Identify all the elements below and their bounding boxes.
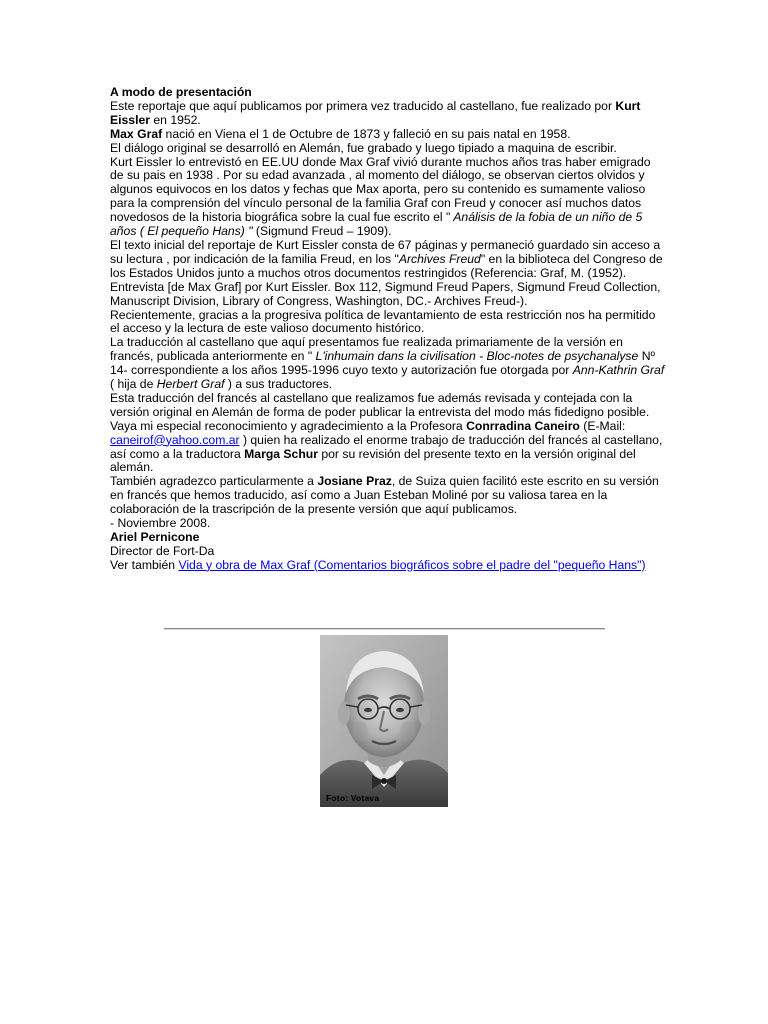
see-also-link[interactable]: Vida y obra de Max Graf (Comentarios biográficos sobre el padre del "pequeño Hans") (178, 557, 646, 572)
author-name: Ariel Pernicone (110, 530, 200, 544)
ann-kathrin-name: Ann-Kathrin Graf (572, 363, 665, 378)
revision-paragraph: Esta traducción del francés al castellano que realizamos fue además revisada y contejada con la versión original en Alemán de forma de poder publicar la entrevista del modo más fidedigno posible. (110, 390, 650, 419)
horizontal-divider (164, 628, 605, 630)
photo-caption: Foto: Votava (326, 793, 380, 803)
freud-work-title: Análisis de la fobia de un niño de 5 años ( El pequeño Hans) " (110, 210, 643, 239)
reviewer-name: Marga Schur (244, 446, 318, 461)
interview-paragraph: Kurt Eissler lo entrevistó en EE.UU donde Max Graf vivió durante muchos años tras haber emigrado de su pais en 1938 . Por su edad avanzada , al momento del diálogo, se observan ciertos olvidos y algunos equivocos en los datos y fechas que Max aporta, pero su contenido es sumamente valioso para la comprensión del vínculo personal de la familia Graf con Freud y conocer así muchos datos novedosos de la historia biográfica sobre la cual fue escrito el " Análisis de la fobia de un niño de 5 años ( El pequeño Hans) " (Sigmund Freud – 1909). (110, 154, 651, 239)
translation-paragraph: La traducción al castellano que aquí presentamos fue realizada primariamente de la versión en francés, publicada anteriormente en " L'inhumain dans la civilisation - Bloc-notes de psychanalyse Nº 14- correspondiente a los años 1995-1996 cuyo texto y autorización fue otorgada por Ann-Kathrin Graf ( hija de Herbert Graf ) a sus traductores. (110, 335, 665, 392)
archives-freud: Archives Freud (398, 251, 481, 266)
herbert-graf-name: Herbert Graf (156, 377, 225, 392)
document-body (110, 86, 665, 573)
interviewer-name: Kurt Eissler (110, 98, 641, 127)
thanks-paragraph: También agradezco particularmente a Josiane Praz, de Suiza quien facilitó este escrito en su versión en francés que hemos traducido, así como a Juan Esteban Moliné por su valiosa tarea en la colaboración de la trascripción de la presente versión que aquí publicamos. (110, 474, 659, 517)
portrait-image (320, 635, 448, 807)
translator-name: Conrradina Caneiro (466, 418, 580, 433)
publication-title: L'inhumain dans la civilisation - Bloc-notes de psychanalyse (315, 349, 639, 364)
dialogue-paragraph: El diálogo original se desarrolló en Alemán, fue grabado y luego tipiado a maquina de escribir. (110, 140, 617, 155)
author-role: Director de Fort-Da (110, 543, 215, 558)
archive-paragraph: El texto inicial del reportaje de Kurt Eissler consta de 67 páginas y permaneció guardado sin acceso a su lectura , por indicación de la familia Freud, en los "Archives Freud" en la biblioteca del Congreso de los Estados Unidos junto a muchos otros documentos restringidos (Referencia: Graf, M. (1952). Entrevista [de Max Graf] por Kurt Eissler. Box 112, Sigmund Freud Papers, Sigmund Freud Collection, Manuscript Division, Library of Congress, Washington, DC.- Archives Freud-). (110, 237, 663, 308)
access-paragraph: Recientemente, gracias a la progresiva política de levantamiento de esta restricción nos ha permitido el acceso y la lectura de este valioso documento histórico. (110, 307, 656, 336)
josiane-name: Josiane Praz (317, 474, 392, 489)
max-graf-paragraph: Max Graf nació en Viena el 1 de Octubre de 1873 y falleció en su pais natal en 1958. (110, 126, 571, 141)
see-also-line: Ver también Vida y obra de Max Graf (Comentarios biográficos sobre el padre del "pequeño Hans") (110, 557, 646, 572)
subject-name: Max Graf (110, 126, 163, 141)
email-link[interactable]: caneirof@yahoo.com.ar (110, 432, 240, 447)
date-line: - Noviembre 2008. (110, 516, 211, 531)
document-heading: A modo de presentación (110, 85, 252, 99)
max-graf-portrait (320, 635, 448, 807)
intro-paragraph: Este reportaje que aquí publicamos por primera vez traducido al castellano, fue realizado por Kurt Eissler en 1952. (110, 98, 641, 127)
acknowledgement-paragraph: Vaya mi especial reconocimiento y agradecimiento a la Profesora Conrradina Caneiro (E-Mail: caneirof@yahoo.com.ar ) quien ha realizado el enorme trabajo de traducción del francés al castellano, así como a la traductora Marga Schur por su revisión del presente texto en la versión original del alemán. (110, 418, 663, 475)
